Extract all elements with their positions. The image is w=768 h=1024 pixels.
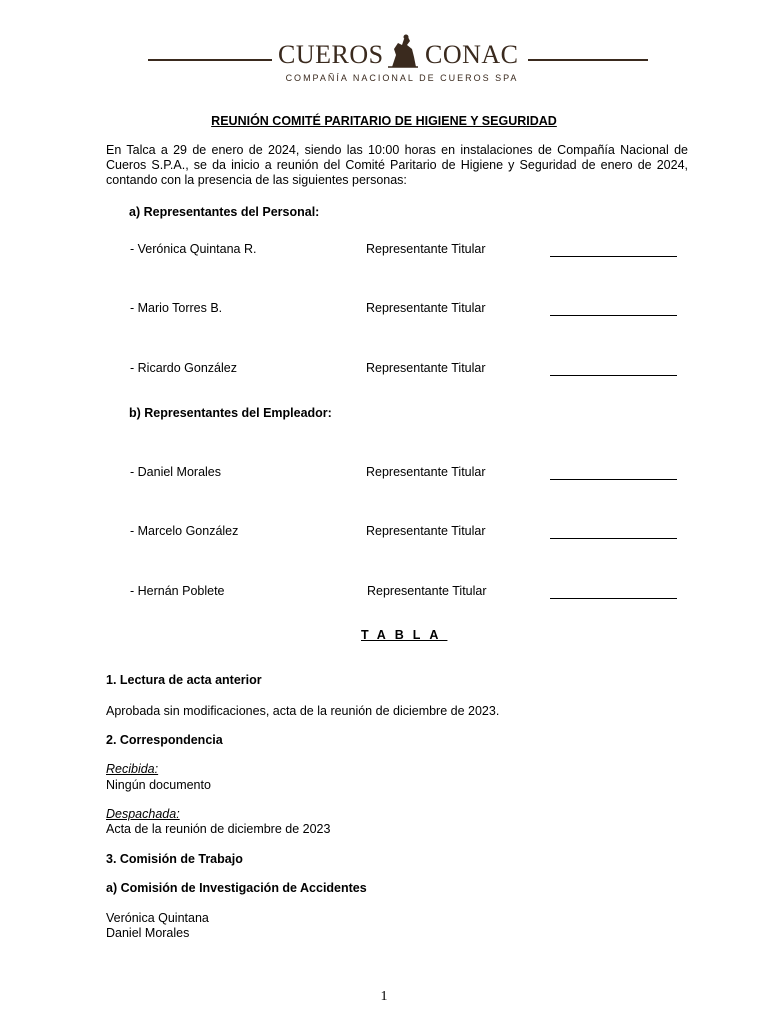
logo-rule-right (528, 59, 648, 61)
commission-member: Verónica Quintana (106, 911, 209, 925)
horse-rider-emblem-icon (386, 33, 420, 69)
signature-line (550, 526, 677, 539)
section-3a-heading: a) Comisión de Investigación de Accidentes (106, 881, 367, 895)
signature-line (550, 244, 677, 257)
tabla-title: TABLA (361, 628, 448, 642)
member-name: - Verónica Quintana R. (130, 242, 257, 256)
member-name: - Ricardo González (130, 361, 237, 375)
member-role: Representante Titular (366, 361, 486, 375)
signature-line (550, 303, 677, 316)
signature-line (550, 586, 677, 599)
page-number: 1 (380, 989, 388, 1004)
section-1-text: Aprobada sin modificaciones, acta de la reunión de diciembre de 2023. (106, 704, 500, 718)
received-text: Ningún documento (106, 778, 211, 792)
sent-text: Acta de la reunión de diciembre de 2023 (106, 822, 331, 836)
employer-heading: b) Representantes del Empleador: (129, 406, 332, 420)
intro-paragraph: En Talca a 29 de enero de 2024, siendo las 10:00 horas en instalaciones de Compañía Nacional de Cueros S.P.A., se da inicio a reunión del Comité Paritario de Higiene y Seguridad de enero de 2024, contando con la presencia de las siguientes personas: (106, 143, 688, 187)
member-name: - Marcelo González (130, 524, 239, 538)
section-1-heading: 1. Lectura de acta anterior (106, 673, 262, 687)
logo-word-conac: CONAC (425, 40, 519, 69)
member-name: - Daniel Morales (130, 465, 222, 479)
logo-subtitle: COMPAÑÍA NACIONAL DE CUEROS SPA (285, 73, 519, 83)
signature-line (550, 467, 677, 480)
member-role: Representante Titular (366, 301, 486, 315)
member-role: Representante Titular (366, 242, 486, 256)
signature-line (550, 363, 677, 376)
logo-word-cueros: CUEROS (278, 40, 384, 69)
member-role: Representante Titular (366, 465, 486, 479)
document-title: REUNIÓN COMITÉ PARITARIO DE HIGIENE Y SEGURIDAD (211, 114, 557, 128)
sent-label: Despachada: (106, 807, 180, 821)
received-label: Recibida: (106, 762, 159, 776)
logo-rule-left (148, 59, 272, 61)
member-name: - Hernán Poblete (130, 584, 225, 598)
commission-member: Daniel Morales (106, 926, 190, 940)
section-2-heading: 2. Correspondencia (106, 733, 223, 747)
member-name: - Mario Torres B. (130, 301, 223, 315)
personal-heading: a) Representantes del Personal: (129, 205, 320, 219)
section-3-heading: 3. Comisión de Trabajo (106, 852, 243, 866)
member-role: Representante Titular (367, 584, 487, 598)
member-role: Representante Titular (366, 524, 486, 538)
